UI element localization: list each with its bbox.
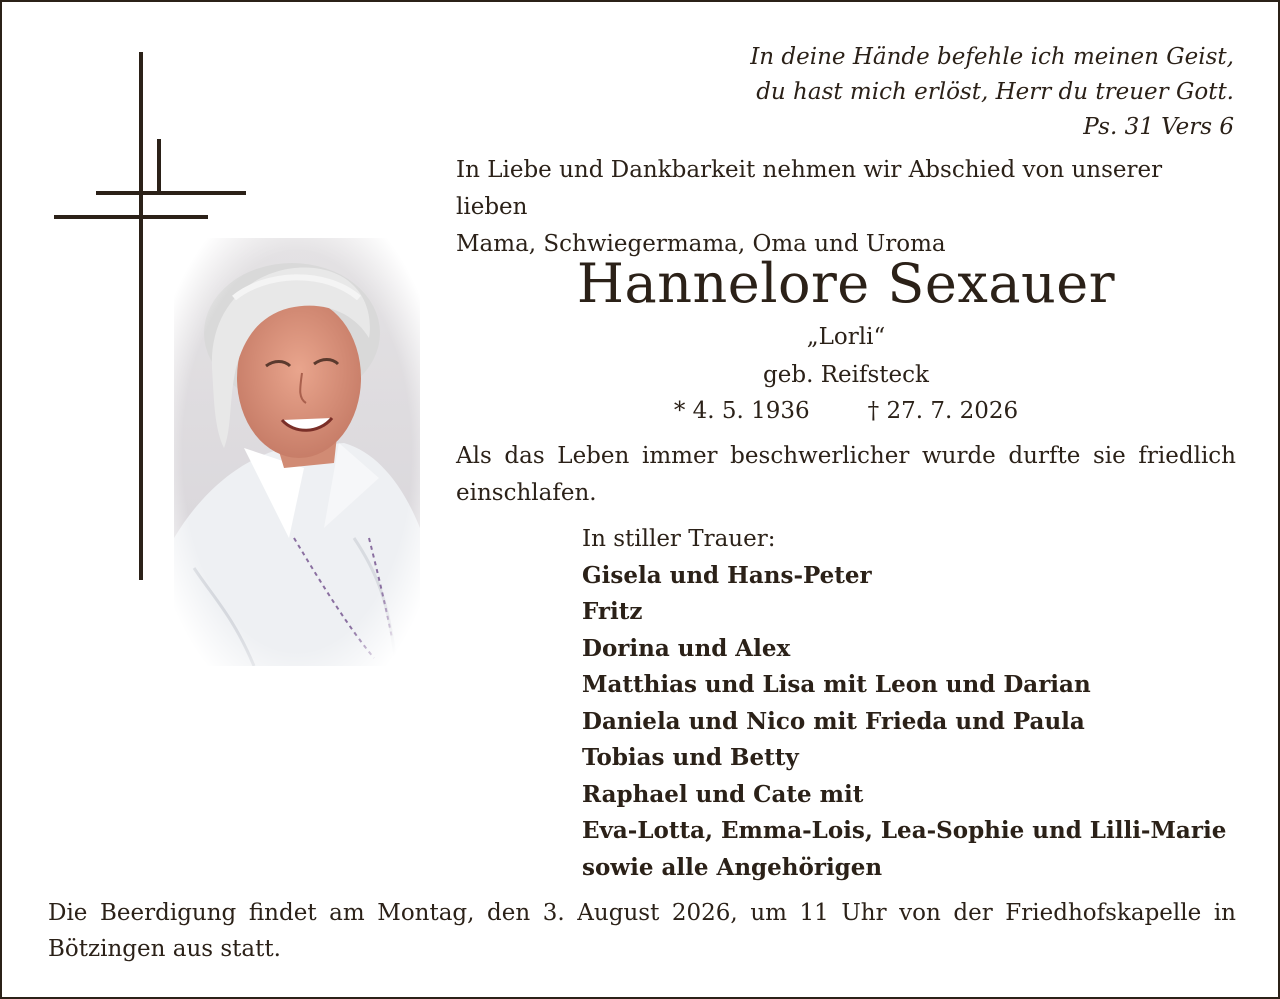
deceased-name: Hannelore Sexauer xyxy=(576,252,1116,315)
funeral-line-1: Die Beerdigung findet am Montag, den 3. August 2026, um 11 Uhr von der Friedhofskapelle in xyxy=(48,900,1236,926)
life-text xyxy=(456,438,1236,512)
intro-text xyxy=(456,152,1236,263)
mourner-row: sowie alle Angehörigen xyxy=(582,853,883,881)
deceased-nickname: „Lorli“ xyxy=(806,324,886,350)
mourner-row: Matthias und Lisa mit Leon und Darian xyxy=(582,671,1091,698)
funeral-info xyxy=(48,895,1236,967)
mourner-row: Gisela und Hans-Peter xyxy=(582,561,872,589)
birth-date: * 4. 5. 1936 xyxy=(673,398,810,424)
intro-line-1: In Liebe und Dankbarkeit nehmen wir Abschied von unserer lieben xyxy=(456,157,1163,220)
life-dates xyxy=(456,394,1236,428)
life-text-line-2: einschlafen. xyxy=(456,480,597,506)
deceased-birth-name: geb. Reifsteck xyxy=(763,362,929,388)
life-text-line-1: Als das Leben immer beschwerlicher wurde durfte sie friedlich xyxy=(456,443,1236,469)
death-date: † 27. 7. 2026 xyxy=(867,398,1019,424)
mourner-row: Eva-Lotta, Emma-Lois, Lea-Sophie und Lilli-Marie xyxy=(582,817,1227,844)
verse-line-2: du hast mich erlöst, Herr du treuer Gott. xyxy=(756,79,1234,105)
verse-reference: Ps. 31 Vers 6 xyxy=(1083,114,1234,140)
mourner-row: Fritz xyxy=(582,598,643,625)
verse-line-1: In deine Hände befehle ich meinen Geist, xyxy=(750,44,1234,70)
mourner-row: Daniela und Nico mit Frieda und Paula xyxy=(582,707,1085,735)
mourners-list xyxy=(582,521,1242,886)
bible-verse xyxy=(750,40,1234,145)
mourner-row: Tobias und Betty xyxy=(582,744,799,771)
portrait-photo xyxy=(174,238,420,666)
funeral-line-2: Bötzingen aus statt. xyxy=(48,936,281,962)
mourner-row: Dorina und Alex xyxy=(582,634,791,662)
mourner-row: Raphael und Cate mit xyxy=(582,780,864,808)
mourners-heading: In stiller Trauer: xyxy=(582,526,776,552)
intro-line-2: Mama, Schwiegermama, Oma und Uroma xyxy=(456,231,946,257)
